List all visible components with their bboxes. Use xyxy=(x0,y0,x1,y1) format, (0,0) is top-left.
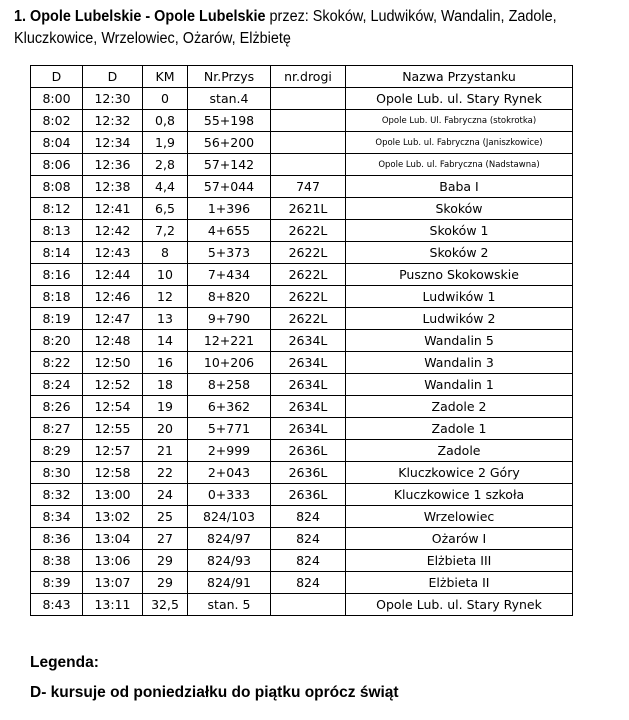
cell-distance-km: 32,5 xyxy=(143,594,188,616)
table-row xyxy=(31,506,573,528)
cell-stop-name: Opole Lub. Ul. Fabryczna (stokrotka) xyxy=(346,110,573,132)
cell-road-number: 2636L xyxy=(271,484,346,506)
cell-stop-chainage: 9+790 xyxy=(188,308,271,330)
cell-road-number: 2622L xyxy=(271,308,346,330)
route-via: przez: Skoków, Ludwików, Wandalin, Zadole, Kluczkowice, Wrzelowiec, Ożarów, Elżbietę xyxy=(14,8,557,47)
cell-stop-name: Zadole 1 xyxy=(346,418,573,440)
legend-title: Legenda: xyxy=(30,654,99,671)
cell-road-number xyxy=(271,594,346,616)
cell-road-number: 2622L xyxy=(271,242,346,264)
cell-stop-name: Ludwików 1 xyxy=(346,286,573,308)
cell-departure-time-1: 8:22 xyxy=(31,352,83,374)
cell-road-number: 824 xyxy=(271,506,346,528)
cell-stop-chainage: 7+434 xyxy=(188,264,271,286)
cell-road-number: 824 xyxy=(271,528,346,550)
cell-stop-name: Skoków 1 xyxy=(346,220,573,242)
cell-road-number: 2634L xyxy=(271,330,346,352)
cell-departure-time-2: 12:46 xyxy=(83,286,143,308)
cell-departure-time-2: 12:48 xyxy=(83,330,143,352)
table-row xyxy=(31,242,573,264)
cell-departure-time-2: 12:57 xyxy=(83,440,143,462)
cell-road-number: 2636L xyxy=(271,462,346,484)
timetable-body xyxy=(31,88,573,616)
cell-departure-time-1: 8:18 xyxy=(31,286,83,308)
cell-road-number xyxy=(271,88,346,110)
cell-departure-time-2: 12:50 xyxy=(83,352,143,374)
cell-departure-time-2: 12:41 xyxy=(83,198,143,220)
cell-departure-time-1: 8:16 xyxy=(31,264,83,286)
cell-stop-name: Wrzelowiec xyxy=(346,506,573,528)
table-row xyxy=(31,264,573,286)
cell-departure-time-2: 12:52 xyxy=(83,374,143,396)
cell-stop-chainage: 824/97 xyxy=(188,528,271,550)
cell-departure-time-2: 13:02 xyxy=(83,506,143,528)
cell-road-number: 747 xyxy=(271,176,346,198)
cell-stop-chainage: 2+999 xyxy=(188,440,271,462)
cell-distance-km: 18 xyxy=(143,374,188,396)
cell-distance-km: 8 xyxy=(143,242,188,264)
cell-distance-km: 0,8 xyxy=(143,110,188,132)
header-stop-chainage: Nr.Przys xyxy=(188,66,271,88)
cell-distance-km: 13 xyxy=(143,308,188,330)
table-row xyxy=(31,462,573,484)
cell-stop-name: Opole Lub. ul. Stary Rynek xyxy=(346,594,573,616)
cell-departure-time-1: 8:39 xyxy=(31,572,83,594)
cell-stop-name: Elżbieta II xyxy=(346,572,573,594)
cell-stop-name: Opole Lub. ul. Fabryczna (Nadstawna) xyxy=(346,154,573,176)
cell-stop-chainage: 6+362 xyxy=(188,396,271,418)
cell-stop-name: Puszno Skokowskie xyxy=(346,264,573,286)
cell-road-number: 2622L xyxy=(271,264,346,286)
cell-distance-km: 14 xyxy=(143,330,188,352)
cell-distance-km: 4,4 xyxy=(143,176,188,198)
cell-departure-time-2: 12:36 xyxy=(83,154,143,176)
legend-text: D- kursuje od poniedziałku do piątku oprócz świąt xyxy=(30,684,399,701)
table-row xyxy=(31,176,573,198)
cell-road-number: 2634L xyxy=(271,352,346,374)
cell-departure-time-2: 12:54 xyxy=(83,396,143,418)
cell-road-number xyxy=(271,132,346,154)
cell-stop-name: Wandalin 1 xyxy=(346,374,573,396)
cell-stop-chainage: 2+043 xyxy=(188,462,271,484)
cell-stop-name: Zadole xyxy=(346,440,573,462)
cell-departure-time-1: 8:29 xyxy=(31,440,83,462)
table-row xyxy=(31,220,573,242)
table-row xyxy=(31,308,573,330)
cell-distance-km: 29 xyxy=(143,550,188,572)
cell-road-number: 2622L xyxy=(271,220,346,242)
cell-stop-name: Ludwików 2 xyxy=(346,308,573,330)
cell-road-number: 2621L xyxy=(271,198,346,220)
document-title xyxy=(14,6,577,50)
cell-stop-name: Elżbieta III xyxy=(346,550,573,572)
cell-road-number: 2634L xyxy=(271,418,346,440)
table-row xyxy=(31,594,573,616)
cell-stop-chainage: 10+206 xyxy=(188,352,271,374)
cell-departure-time-2: 12:47 xyxy=(83,308,143,330)
cell-stop-name: Wandalin 5 xyxy=(346,330,573,352)
cell-departure-time-2: 12:30 xyxy=(83,88,143,110)
timetable xyxy=(30,65,573,616)
cell-departure-time-2: 12:34 xyxy=(83,132,143,154)
cell-stop-name: Ożarów I xyxy=(346,528,573,550)
cell-departure-time-1: 8:02 xyxy=(31,110,83,132)
table-row xyxy=(31,198,573,220)
cell-road-number: 2634L xyxy=(271,374,346,396)
cell-departure-time-2: 12:43 xyxy=(83,242,143,264)
cell-stop-chainage: 1+396 xyxy=(188,198,271,220)
cell-departure-time-1: 8:43 xyxy=(31,594,83,616)
cell-stop-chainage: stan. 5 xyxy=(188,594,271,616)
cell-stop-chainage: 4+655 xyxy=(188,220,271,242)
route-name: 1. Opole Lubelskie - Opole Lubelskie xyxy=(14,8,266,25)
header-departure-time-2: D xyxy=(83,66,143,88)
table-row xyxy=(31,484,573,506)
cell-departure-time-1: 8:00 xyxy=(31,88,83,110)
cell-distance-km: 12 xyxy=(143,286,188,308)
cell-stop-chainage: 824/93 xyxy=(188,550,271,572)
table-row xyxy=(31,154,573,176)
cell-stop-chainage: 57+142 xyxy=(188,154,271,176)
cell-stop-name: Baba I xyxy=(346,176,573,198)
cell-road-number xyxy=(271,110,346,132)
cell-stop-chainage: 824/91 xyxy=(188,572,271,594)
cell-distance-km: 25 xyxy=(143,506,188,528)
cell-stop-name: Opole Lub. ul. Stary Rynek xyxy=(346,88,573,110)
table-row xyxy=(31,88,573,110)
cell-stop-chainage: 8+258 xyxy=(188,374,271,396)
cell-stop-chainage: 824/103 xyxy=(188,506,271,528)
cell-road-number: 2636L xyxy=(271,440,346,462)
cell-departure-time-1: 8:30 xyxy=(31,462,83,484)
cell-departure-time-2: 13:11 xyxy=(83,594,143,616)
cell-departure-time-1: 8:08 xyxy=(31,176,83,198)
cell-distance-km: 2,8 xyxy=(143,154,188,176)
cell-distance-km: 6,5 xyxy=(143,198,188,220)
cell-departure-time-1: 8:14 xyxy=(31,242,83,264)
cell-stop-chainage: 57+044 xyxy=(188,176,271,198)
timetable-header-row xyxy=(31,66,573,88)
cell-stop-name: Kluczkowice 2 Góry xyxy=(346,462,573,484)
cell-distance-km: 24 xyxy=(143,484,188,506)
cell-departure-time-2: 13:07 xyxy=(83,572,143,594)
cell-departure-time-1: 8:27 xyxy=(31,418,83,440)
cell-departure-time-1: 8:04 xyxy=(31,132,83,154)
cell-stop-chainage: 5+373 xyxy=(188,242,271,264)
cell-departure-time-2: 12:38 xyxy=(83,176,143,198)
table-row xyxy=(31,110,573,132)
cell-departure-time-2: 13:00 xyxy=(83,484,143,506)
cell-distance-km: 16 xyxy=(143,352,188,374)
cell-departure-time-1: 8:38 xyxy=(31,550,83,572)
cell-distance-km: 7,2 xyxy=(143,220,188,242)
cell-stop-chainage: 8+820 xyxy=(188,286,271,308)
cell-distance-km: 22 xyxy=(143,462,188,484)
header-departure-time-1: D xyxy=(31,66,83,88)
cell-departure-time-2: 12:42 xyxy=(83,220,143,242)
table-row xyxy=(31,440,573,462)
cell-departure-time-1: 8:12 xyxy=(31,198,83,220)
cell-departure-time-1: 8:24 xyxy=(31,374,83,396)
table-row xyxy=(31,286,573,308)
table-row xyxy=(31,550,573,572)
cell-stop-chainage: 12+221 xyxy=(188,330,271,352)
cell-departure-time-2: 13:06 xyxy=(83,550,143,572)
cell-road-number: 2622L xyxy=(271,286,346,308)
cell-distance-km: 29 xyxy=(143,572,188,594)
table-row xyxy=(31,374,573,396)
header-stop-name: Nazwa Przystanku xyxy=(346,66,573,88)
cell-road-number: 2634L xyxy=(271,396,346,418)
cell-stop-chainage: 5+771 xyxy=(188,418,271,440)
header-distance-km: KM xyxy=(143,66,188,88)
cell-distance-km: 1,9 xyxy=(143,132,188,154)
cell-stop-chainage: 0+333 xyxy=(188,484,271,506)
cell-distance-km: 19 xyxy=(143,396,188,418)
cell-stop-chainage: 56+200 xyxy=(188,132,271,154)
cell-stop-name: Kluczkowice 1 szkoła xyxy=(346,484,573,506)
cell-stop-name: Skoków 2 xyxy=(346,242,573,264)
cell-departure-time-1: 8:34 xyxy=(31,506,83,528)
cell-road-number xyxy=(271,154,346,176)
cell-distance-km: 21 xyxy=(143,440,188,462)
cell-departure-time-1: 8:19 xyxy=(31,308,83,330)
cell-road-number: 824 xyxy=(271,572,346,594)
cell-departure-time-1: 8:36 xyxy=(31,528,83,550)
cell-distance-km: 20 xyxy=(143,418,188,440)
cell-stop-chainage: 55+198 xyxy=(188,110,271,132)
cell-departure-time-1: 8:20 xyxy=(31,330,83,352)
cell-departure-time-1: 8:26 xyxy=(31,396,83,418)
cell-distance-km: 10 xyxy=(143,264,188,286)
cell-departure-time-1: 8:06 xyxy=(31,154,83,176)
cell-distance-km: 27 xyxy=(143,528,188,550)
cell-distance-km: 0 xyxy=(143,88,188,110)
cell-road-number: 824 xyxy=(271,550,346,572)
cell-stop-name: Opole Lub. ul. Fabryczna (Janiszkowice) xyxy=(346,132,573,154)
cell-departure-time-2: 12:32 xyxy=(83,110,143,132)
cell-stop-chainage: stan.4 xyxy=(188,88,271,110)
table-row xyxy=(31,132,573,154)
table-row xyxy=(31,330,573,352)
cell-stop-name: Zadole 2 xyxy=(346,396,573,418)
cell-stop-name: Skoków xyxy=(346,198,573,220)
cell-departure-time-2: 12:58 xyxy=(83,462,143,484)
table-row xyxy=(31,352,573,374)
cell-departure-time-2: 12:55 xyxy=(83,418,143,440)
table-row xyxy=(31,418,573,440)
table-row xyxy=(31,396,573,418)
cell-departure-time-2: 13:04 xyxy=(83,528,143,550)
cell-departure-time-2: 12:44 xyxy=(83,264,143,286)
table-row xyxy=(31,528,573,550)
header-road-number: nr.drogi xyxy=(271,66,346,88)
cell-departure-time-1: 8:32 xyxy=(31,484,83,506)
cell-departure-time-1: 8:13 xyxy=(31,220,83,242)
cell-stop-name: Wandalin 3 xyxy=(346,352,573,374)
table-row xyxy=(31,572,573,594)
